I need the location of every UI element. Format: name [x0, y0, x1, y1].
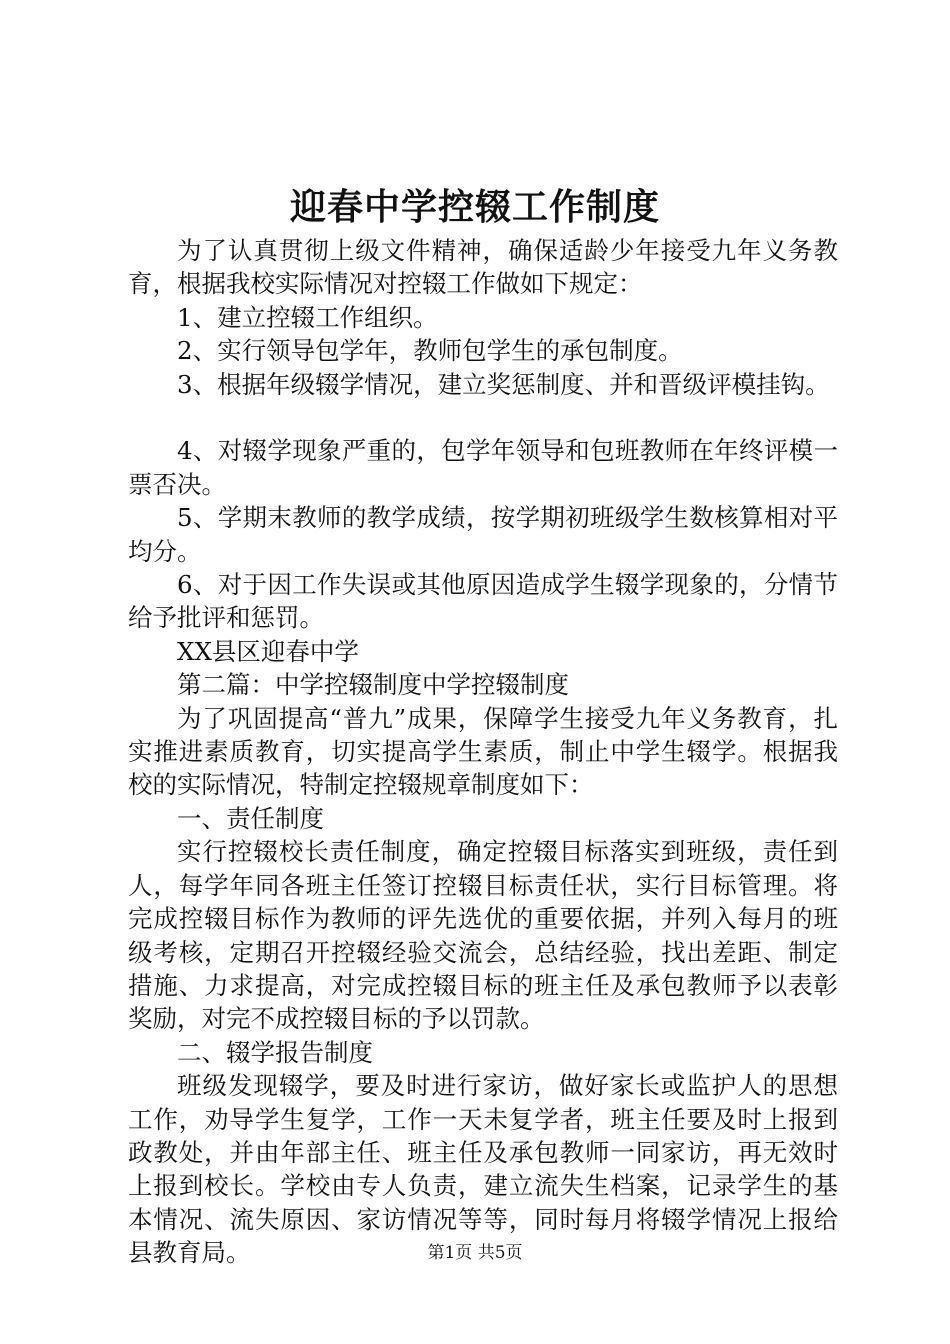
paragraph-report: 班级发现辍学，要及时进行家访，做好家长或监护人的思想工作，劝导学生复学，工作一天未复学者，班主任要及时上报到政教处，并由年部主任、班主任及承包教师一同家访，再无效时上报到校长。学校由专人负责，建立流失生档案，记录学生的基本情况、流失原因、家访情况等等，同时每月将辍学情况上报给县教育局。	[128, 1071, 838, 1268]
paragraph-intro: 为了认真贯彻上级文件精神，确保适龄少年接受九年义务教育，根据我校实际情况对控辍工作做如下规定：	[128, 236, 838, 299]
paragraph-heading-responsibility: 一、责任制度	[177, 803, 324, 833]
paragraph-signature: XX县区迎春中学	[177, 636, 359, 666]
paragraph-rule-3: 3、根据年级辍学情况，建立奖惩制度、并和晋级评模挂钩。	[177, 369, 830, 399]
paragraph-rule-1: 1、建立控辍工作组织。	[177, 302, 438, 332]
page-indicator: 第1页 共5页	[427, 1243, 523, 1263]
paragraph-section-intro: 为了巩固提高“普九”成果，保障学生接受九年义务教育，扎实推进素质教育，切实提高学生素质，制止中学生辍学。根据我校的实际情况，特制定控辍规章制度如下：	[128, 703, 838, 800]
document-title: 迎春中学控辍工作制度	[289, 186, 660, 228]
paragraph-responsibility: 实行控辍校长责任制度，确定控辍目标落实到班级，责任到人，每学年同各班主任签订控辍目标责任状，实行目标管理。将完成控辍目标作为教师的评先选优的重要依据，并列入每月的班级考核，定期召开控辍经验交流会，总结经验，找出差距、制定措施、力求提高，对完成控辍目标的班主任及承包教师予以表彰奖励，对完不成控辍目标的予以罚款。	[128, 837, 838, 1034]
paragraph-rule-4: 4、对辍学现象严重的，包学年领导和包班教师在年终评模一票否决。	[128, 436, 838, 499]
paragraph-heading-report: 二、辍学报告制度	[177, 1037, 373, 1067]
document-body	[128, 234, 838, 1270]
paragraph-rule-6: 6、对于因工作失误或其他原因造成学生辍学现象的，分情节给予批评和惩罚。	[128, 570, 838, 633]
paragraph-rule-2: 2、实行领导包学年，教师包学生的承包制度。	[177, 336, 683, 366]
paragraph-rule-5: 5、学期末教师的教学成绩，按学期初班级学生数核算相对平均分。	[128, 503, 838, 566]
paragraph-section-heading: 第二篇：中学控辍制度中学控辍制度	[177, 670, 569, 700]
